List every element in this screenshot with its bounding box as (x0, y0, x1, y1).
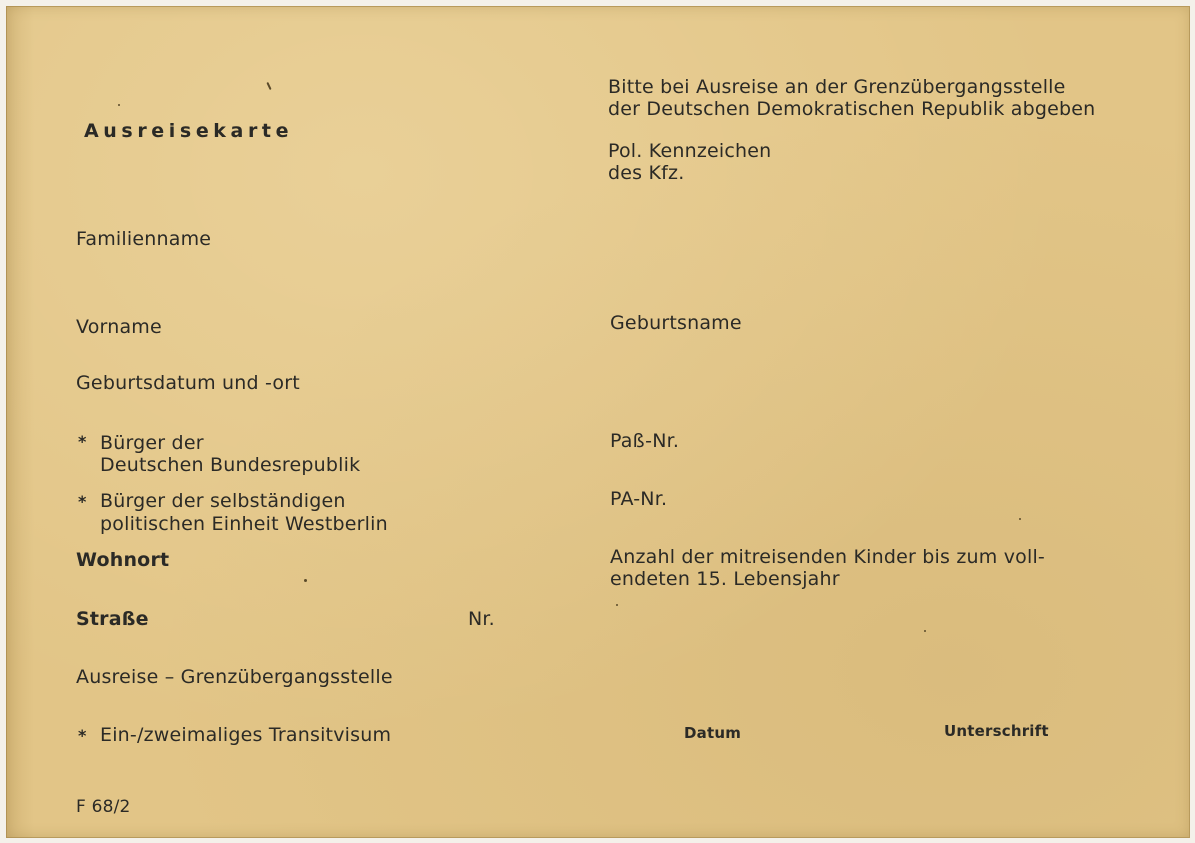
house-number-label: Nr. (468, 608, 495, 630)
scan-speck (1019, 518, 1021, 520)
exit-card (6, 6, 1190, 838)
citizen-brd-line-1: Bürger der (100, 432, 204, 454)
instruction-line-2: der Deutschen Demokratischen Republik abgeben (608, 98, 1096, 120)
birth-date-place-label: Geburtsdatum und -ort (76, 372, 300, 394)
form-number: F 68/2 (76, 797, 131, 817)
option-marker-icon: * (78, 726, 87, 745)
instruction-line-1: Bitte bei Ausreise an der Grenzübergangsstelle (608, 76, 1066, 98)
vehicle-plate-label-1: Pol. Kennzeichen (608, 140, 772, 162)
street-label: Straße (76, 608, 149, 630)
citizen-brd-line-2: Deutschen Bundesrepublik (100, 454, 361, 476)
option-marker-icon: * (78, 432, 87, 451)
citizen-westberlin-line-2: politischen Einheit Westberlin (100, 513, 388, 535)
passport-number-label: Paß-Nr. (610, 430, 680, 452)
children-count-line-1: Anzahl der mitreisenden Kinder bis zum voll- (610, 546, 1045, 568)
border-crossing-label: Ausreise – Grenzübergangsstelle (76, 666, 393, 688)
scan-speck (118, 104, 120, 106)
signature-label: Unterschrift (944, 722, 1049, 740)
scan-speck (304, 579, 307, 582)
residence-label: Wohnort (76, 549, 170, 571)
citizen-westberlin-line-1: Bürger der selbständigen (100, 490, 346, 512)
option-marker-icon: * (78, 492, 87, 511)
vehicle-plate-label-2: des Kfz. (608, 162, 685, 184)
scan-speck (616, 604, 618, 606)
first-name-label: Vorname (76, 316, 162, 338)
birth-name-label: Geburtsname (610, 312, 742, 334)
scan-speck (924, 630, 926, 632)
id-card-number-label: PA-Nr. (610, 488, 668, 510)
children-count-line-2: endeten 15. Lebensjahr (610, 568, 840, 590)
transit-visa-label: Ein-/zweimaliges Transitvisum (100, 724, 392, 746)
surname-label: Familienname (76, 228, 212, 250)
scan-speck (266, 82, 271, 90)
card-title: Ausreisekarte (84, 120, 294, 142)
date-label: Datum (684, 724, 742, 742)
